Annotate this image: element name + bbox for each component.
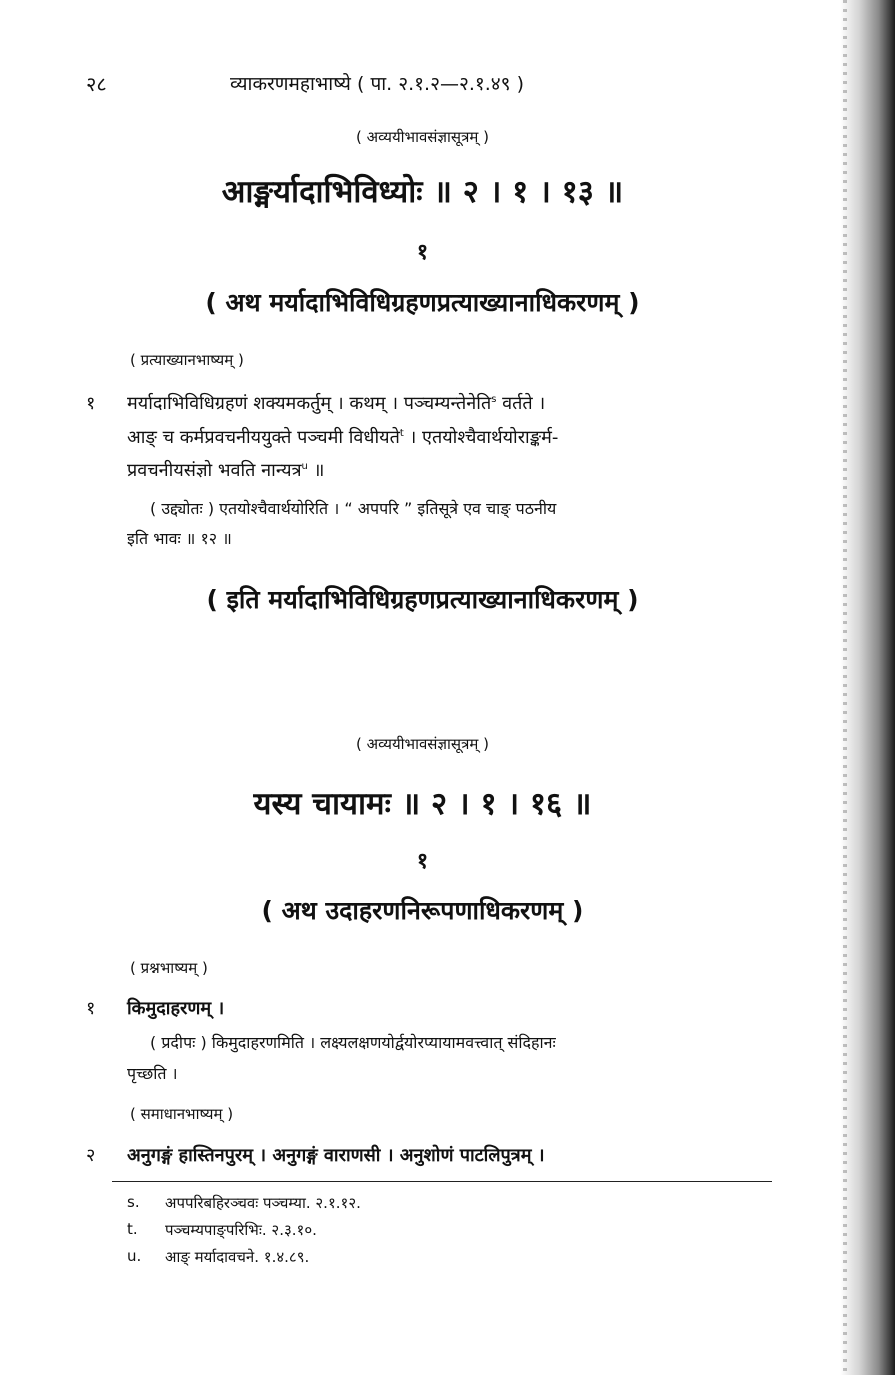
- pradipa-line: पृच्छति ।: [127, 1064, 178, 1083]
- section-number: १: [416, 240, 429, 265]
- sutra-label: ( अव्ययीभावसंज्ञासूत्रम् ): [356, 128, 489, 146]
- sutra-label: ( अव्ययीभावसंज्ञासूत्रम् ): [356, 735, 489, 753]
- footnote-text: अपपरिबहिरञ्चवः पञ्चम्या. २.१.१२.: [165, 1194, 361, 1212]
- prashna-label: ( प्रश्नभाष्यम् ): [130, 959, 208, 977]
- sutra-heading: आङ्मर्यादाभिविध्योः ॥ २ । १ । १३ ॥: [221, 174, 624, 210]
- commentary-line: ( उद्द्योतः ) एतयोश्चैवार्थयोरिति । “ अपपरि ” इतिसूत्रे एव चाङ् पठनीय: [150, 499, 557, 518]
- bhashya-line: मर्यादाभिविधिग्रहणं शक्यमकर्तुम् । कथम् । पञ्चम्यन्तेनेति$^s$ वर्तते ।: [127, 393, 546, 414]
- book-binding-shadow: [840, 0, 895, 1375]
- samadhana-label: ( समाधानभाष्यम् ): [130, 1105, 234, 1123]
- prashna-text: किमुदाहरणम् ।: [127, 998, 225, 1019]
- bhashya-line: प्रवचनीयसंज्ञो भवति नान्यत्र$^u$ ॥: [127, 460, 325, 481]
- footnote-mark: s.: [127, 1193, 140, 1211]
- samadhana-text: अनुगङ्गं हास्तिनपुरम् । अनुगङ्गं वाराणसी । अनुशोणं पाटलिपुत्रम् ।: [127, 1145, 545, 1166]
- paragraph-number: १: [86, 393, 96, 414]
- paragraph-number: १: [86, 998, 96, 1019]
- closing-title: ( इति मर्यादाभिविधिग्रहणप्रत्याख्यानाधिकरणम् ): [206, 585, 639, 614]
- adhikarana-title: ( अथ मर्यादाभिविधिग्रहणप्रत्याख्यानाधिकरणम् ): [205, 288, 640, 317]
- commentary-line: इति भावः ॥ १२ ॥: [127, 529, 232, 548]
- footnote-mark: u.: [127, 1247, 142, 1265]
- bhashya-line: आङ् च कर्मप्रवचनीययुक्ते पञ्चमी विधीयते$^t$ । एतयोश्चैवार्थयोराङ्कर्म-: [127, 427, 559, 448]
- section-number: १: [416, 849, 429, 874]
- footnote-mark: t.: [127, 1220, 138, 1238]
- footnote-rule: [112, 1181, 772, 1182]
- pradipa-line: ( प्रदीपः ) किमुदाहरणमिति । लक्ष्यलक्षणयोर्द्वयोरप्यायामवत्त्वात् संदिहानः: [150, 1033, 556, 1052]
- running-head: व्याकरणमहाभाष्ये ( पा. २.१.२—२.१.४९ ): [230, 73, 525, 95]
- footnote-text: पञ्चम्यपाङ्परिभिः. २.३.१०.: [165, 1221, 317, 1239]
- sutra-heading: यस्य चायामः ॥ २ । १ । १६ ॥: [253, 786, 592, 822]
- paragraph-number: २: [86, 1145, 96, 1166]
- bhashya-label: ( प्रत्याख्यानभाष्यम् ): [130, 351, 244, 369]
- page-number: २८: [86, 72, 107, 96]
- adhikarana-title: ( अथ उदाहरणनिरूपणाधिकरणम् ): [261, 896, 584, 925]
- footnote-text: आङ् मर्यादावचने. १.४.८९.: [165, 1248, 310, 1266]
